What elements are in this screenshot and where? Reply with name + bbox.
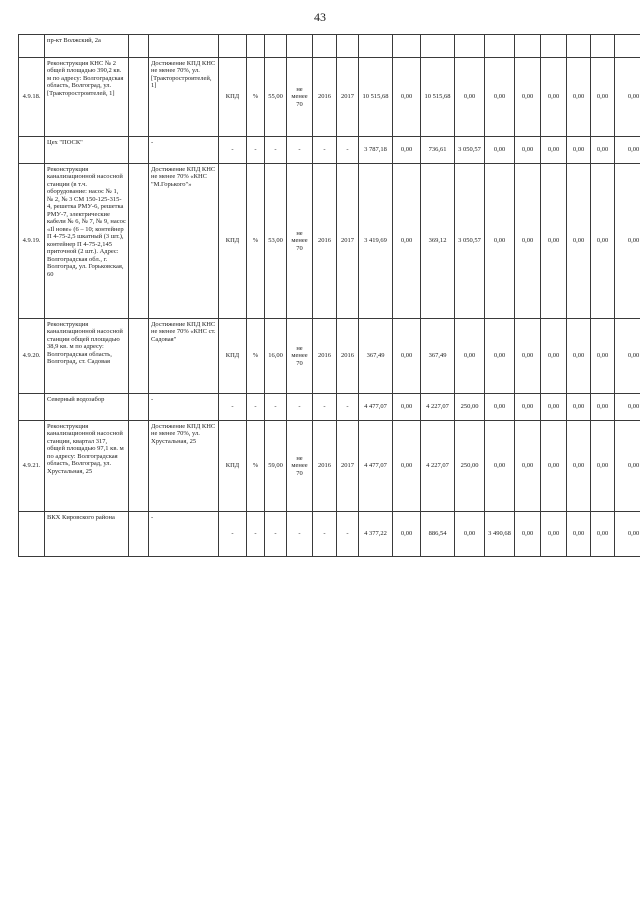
amount-cell [515,35,541,58]
amount-cell: 0,00 [393,319,421,394]
amount-cell: 0,00 [615,164,640,319]
row-number [19,35,45,58]
amount-cell: 0,00 [541,394,567,421]
amount-cell: 886,54 [421,512,455,557]
amount-cell: 0,00 [515,58,541,137]
target-value [287,35,313,58]
target-value: не менее 70 [287,319,313,394]
value-unit [247,35,265,58]
target-value: не менее 70 [287,421,313,512]
amount-cell [455,35,485,58]
amount-cell: 3 419,69 [359,164,393,319]
empty-cell [129,35,149,58]
amount-cell: 0,00 [567,58,591,137]
amount-cell [615,35,640,58]
amount-cell: 367,49 [359,319,393,394]
target-value: не менее 70 [287,164,313,319]
value-unit: % [247,58,265,137]
amount-cell: 0,00 [541,421,567,512]
amount-cell: 0,00 [393,421,421,512]
start-year: 2016 [313,421,337,512]
base-value: - [265,512,287,557]
value-unit: % [247,164,265,319]
target-value: - [287,137,313,164]
amount-cell: 0,00 [567,137,591,164]
amount-cell: 0,00 [393,512,421,557]
value-unit: % [247,319,265,394]
base-value: 53,00 [265,164,287,319]
amount-cell: 0,00 [455,319,485,394]
amount-cell: 0,00 [591,58,615,137]
amount-cell: 367,49 [421,319,455,394]
start-year [313,35,337,58]
target-value: не менее 70 [287,58,313,137]
end-year: - [337,512,359,557]
amount-cell: 0,00 [567,512,591,557]
amount-cell: 0,00 [615,421,640,512]
page-number: 43 [314,10,326,24]
amount-cell: 0,00 [485,137,515,164]
target-value: - [287,394,313,421]
amount-cell: 3 490,68 [485,512,515,557]
row-number [19,512,45,557]
amount-cell [485,35,515,58]
measure-name: ВКХ Кировского района [45,512,129,557]
amount-cell: 0,00 [515,137,541,164]
base-value [265,35,287,58]
row-number: 4.9.21. [19,421,45,512]
table-row [19,35,640,58]
indicator-unit: КПД [219,421,247,512]
amount-cell: 0,00 [485,58,515,137]
value-unit: % [247,421,265,512]
empty-cell [129,394,149,421]
base-value: - [265,137,287,164]
indicator-name: - [149,512,219,557]
target-value: - [287,512,313,557]
row-number [19,137,45,164]
indicator-unit: - [219,512,247,557]
amount-cell: 0,00 [541,58,567,137]
empty-cell [129,58,149,137]
base-value: 55,00 [265,58,287,137]
indicator-name: Достижение КПД КНС не менее 70% «КНС ст. Садовая" [149,319,219,394]
amount-cell [567,35,591,58]
amount-cell: 0,00 [515,512,541,557]
start-year: - [313,512,337,557]
start-year: - [313,394,337,421]
end-year: 2017 [337,58,359,137]
amount-cell: 0,00 [393,164,421,319]
amount-cell: 0,00 [393,58,421,137]
table-row [19,394,640,421]
amount-cell: 250,00 [455,421,485,512]
amount-cell: 0,00 [615,394,640,421]
amount-cell: 0,00 [455,58,485,137]
value-unit: - [247,394,265,421]
amount-cell: 0,00 [615,58,640,137]
amount-cell: 0,00 [393,394,421,421]
amount-cell: 0,00 [455,512,485,557]
end-year: 2016 [337,319,359,394]
amount-cell: 4 477,07 [359,394,393,421]
measure-name: Реконструкция КНС № 2 общей площадью 390,2 кв. м по адресу: Волгоградская область, Волгоград, ул. [Тракторостроителей, 1] [45,58,129,137]
row-number: 4.9.20. [19,319,45,394]
indicator-unit: КПД [219,164,247,319]
amount-cell: 0,00 [485,394,515,421]
amount-cell: 0,00 [515,319,541,394]
amount-cell [591,35,615,58]
amount-cell [541,35,567,58]
amount-cell [359,35,393,58]
amount-cell: 3 050,57 [455,137,485,164]
row-number [19,394,45,421]
start-year: 2016 [313,58,337,137]
measure-name: пр-кт Волжский, 2а [45,35,129,58]
amount-cell: 0,00 [591,319,615,394]
end-year: 2017 [337,421,359,512]
amount-cell: 0,00 [515,164,541,319]
amount-cell: 4 227,07 [421,421,455,512]
amount-cell [421,35,455,58]
end-year: - [337,394,359,421]
empty-cell [129,421,149,512]
empty-cell [129,512,149,557]
amount-cell: 0,00 [615,319,640,394]
amount-cell: 0,00 [541,164,567,319]
program-table [18,34,640,557]
amount-cell: 0,00 [515,421,541,512]
amount-cell: 0,00 [393,137,421,164]
amount-cell: 0,00 [591,394,615,421]
row-number: 4.9.19. [19,164,45,319]
table-row [19,164,640,319]
base-value: 59,00 [265,421,287,512]
start-year: 2016 [313,164,337,319]
amount-cell: 4 477,07 [359,421,393,512]
amount-cell: 0,00 [515,394,541,421]
amount-cell: 0,00 [541,137,567,164]
table-row [19,137,640,164]
empty-cell [129,164,149,319]
indicator-name: - [149,137,219,164]
end-year [337,35,359,58]
table-row [19,421,640,512]
start-year: - [313,137,337,164]
amount-cell: 0,00 [485,319,515,394]
amount-cell: 0,00 [567,394,591,421]
indicator-name: Достижение КПД КНС не менее 70%, ул. Хрустальная, 25 [149,421,219,512]
amount-cell: 0,00 [591,164,615,319]
amount-cell: 4 227,07 [421,394,455,421]
amount-cell: 0,00 [541,319,567,394]
amount-cell: 0,00 [591,421,615,512]
amount-cell: 10 515,68 [421,58,455,137]
end-year: 2017 [337,164,359,319]
amount-cell: 10 515,68 [359,58,393,137]
amount-cell: 0,00 [591,137,615,164]
empty-cell [129,319,149,394]
indicator-unit: - [219,137,247,164]
amount-cell: 0,00 [615,512,640,557]
indicator-unit: КПД [219,58,247,137]
measure-name: Реконструкция канализационной насосной станции (в т.ч. оборудование: насос № 1, № 2, № 3 СМ 150-125-315-4, решетка РМУ-6, решетка РМУ-7, электрические кабели № 6, № 7, № 9, насос «Il нове» (6 – 10; контейнер П 4-75-2,5 шкатный (3 шт.), контейнер П 4-75-2,145 приточной (2 шт.). Адрес: Волгоградская обл., г. Волгоград, ул. Горьковская, 60 [45,164,129,319]
amount-cell: 250,00 [455,394,485,421]
table-row [19,319,640,394]
indicator-unit: КПД [219,319,247,394]
indicator-name: Достижение КПД КНС не менее 70%, ул. [Тракторостроителей, 1] [149,58,219,137]
indicator-name: - [149,394,219,421]
value-unit: - [247,512,265,557]
measure-name: Северный водозабор [45,394,129,421]
amount-cell: 0,00 [591,512,615,557]
amount-cell: 0,00 [567,421,591,512]
row-number: 4.9.18. [19,58,45,137]
indicator-unit [219,35,247,58]
indicator-name [149,35,219,58]
amount-cell: 3 787,18 [359,137,393,164]
end-year: - [337,137,359,164]
amount-cell [393,35,421,58]
amount-cell: 0,00 [567,319,591,394]
amount-cell: 736,61 [421,137,455,164]
amount-cell: 0,00 [485,164,515,319]
amount-cell: 0,00 [485,421,515,512]
table-row [19,58,640,137]
amount-cell: 0,00 [615,137,640,164]
amount-cell: 0,00 [541,512,567,557]
amount-cell: 3 050,57 [455,164,485,319]
amount-cell: 4 377,22 [359,512,393,557]
base-value: 16,00 [265,319,287,394]
start-year: 2016 [313,319,337,394]
table-row [19,512,640,557]
measure-name: Реконструкция канализационной насосной станции общей площадью 38,9 кв. м по адресу: Волгоградская область, Волгоград, ст. Садовая [45,319,129,394]
base-value: - [265,394,287,421]
indicator-name: Достижение КПД КНС не менее 70% «КНС "М.Горького"» [149,164,219,319]
amount-cell: 0,00 [567,164,591,319]
empty-cell [129,137,149,164]
value-unit: - [247,137,265,164]
measure-name: Реконструкция канализационной насосной станции, квартал 317, общей площадью 97,1 кв. м по адресу: Волгоградская область, Волгоград, ул. Хрустальная, 25 [45,421,129,512]
amount-cell: 369,12 [421,164,455,319]
measure-name: Цех "ПОСК" [45,137,129,164]
indicator-unit: - [219,394,247,421]
